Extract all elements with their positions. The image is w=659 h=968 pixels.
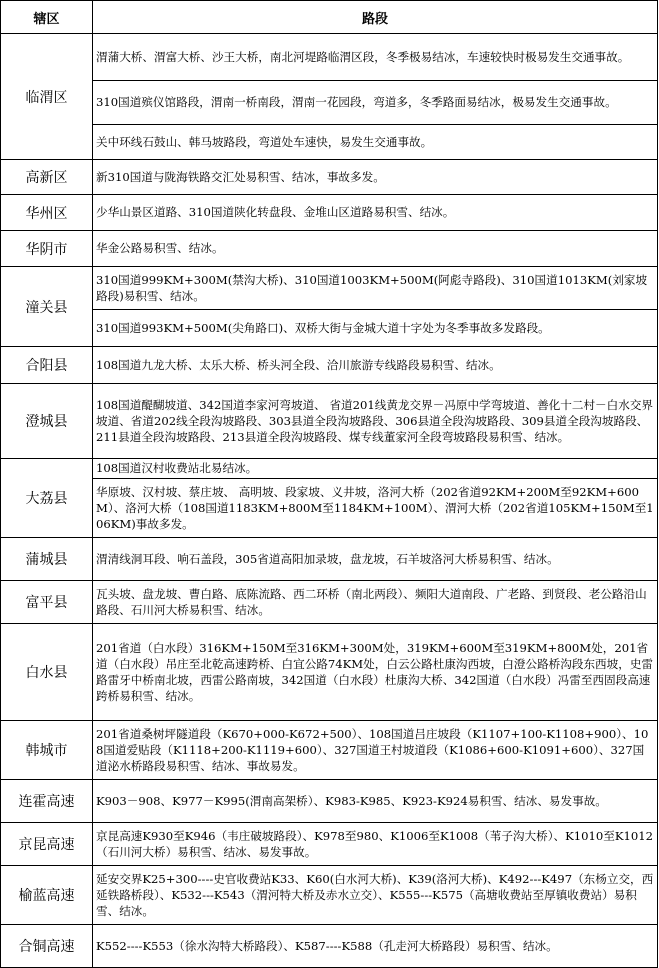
district-cell: 韩城市 xyxy=(1,721,93,780)
district-cell: 合阳县 xyxy=(1,347,93,384)
district-cell: 华州区 xyxy=(1,195,93,231)
district-cell: 临渭区 xyxy=(1,34,93,160)
table-row xyxy=(1,721,658,780)
table-row xyxy=(1,459,658,479)
section-cell: 310国道999KM+300M(禁沟大桥)、310国道1003KM+500M(阿彪寺路段)、310国道1013KM(刘家坡路段)易积雪、结冰。 xyxy=(93,267,658,310)
district-cell: 蒲城县 xyxy=(1,538,93,581)
header-row xyxy=(1,1,658,34)
table-row xyxy=(1,195,658,231)
table-row xyxy=(1,81,658,125)
section-cell: 少华山景区道路、310国道陕化转盘段、金堆山区道路易积雪、结冰。 xyxy=(93,195,658,231)
section-cell: 延安交界K25+300----史官收费站K33、K60(白水河大桥)、K39(洛河大桥)、K492---K497（东杨立交，西延铁路桥段）、K532---K543（渭河特大桥及赤水立交）、K555---K575（高塘收费站至厚镇收费站）易积雪、结冰。 xyxy=(93,866,658,925)
table-row xyxy=(1,479,658,538)
district-cell: 华阴市 xyxy=(1,231,93,267)
district-cell: 澄城县 xyxy=(1,384,93,459)
district-cell: 京昆高速 xyxy=(1,823,93,866)
section-cell: K552----K553（徐水沟特大桥路段）、K587----K588（孔走河大桥路段）易积雪、结冰。 xyxy=(93,925,658,968)
section-cell: 新310国道与陇海铁路交汇处易积雪、结冰，事故多发。 xyxy=(93,160,658,195)
section-cell: 201省道桑树坪隧道段（K670+000-K672+500）、108国道吕庄坡段（K1107+100-K1108+900）、108国道爱贴段（K1118+200-K1119+600）、327国道王村坡道段（K1086+600-K1091+600）、327国道泌水桥路段易积雪、结冰、事故易发。 xyxy=(93,721,658,780)
table-row xyxy=(1,347,658,384)
table-row xyxy=(1,231,658,267)
table-row xyxy=(1,866,658,925)
table-row xyxy=(1,780,658,823)
section-cell: 108国道九龙大桥、太乐大桥、桥头河全段、洽川旅游专线路段易积雪、结冰。 xyxy=(93,347,658,384)
table-row xyxy=(1,125,658,160)
section-cell: 渭清线洞耳段、响石盖段，305省道高阳加录坡，盘龙坡，石羊坡洛河大桥易积雪、结冰。 xyxy=(93,538,658,581)
section-cell: 108国道汉村收费站北易结冰。 xyxy=(93,459,658,479)
table-row xyxy=(1,160,658,195)
header-section: 路段 xyxy=(93,1,658,34)
table-row xyxy=(1,267,658,310)
section-cell: 108国道醍醐坡道、342国道李家河弯坡道、 省道201线黄龙交界－冯原中学弯坡道、善化十二村－白水交界坡道、省道202线全段沟坡路段、303县道全段沟坡路段、306县道全段沟坡路段、309县道全段沟坡路段、211县道全段沟坡路段、213县道全段沟坡路段、煤专线董家河全段弯坡路段易积雪、结冰。 xyxy=(93,384,658,459)
header-district: 辖区 xyxy=(1,1,93,34)
table-row xyxy=(1,925,658,968)
section-cell: 渭蒲大桥、渭富大桥、沙王大桥，南北河堤路临渭区段，冬季极易结冰，车速较快时极易发生交通事故。 xyxy=(93,34,658,81)
table-row xyxy=(1,310,658,347)
district-cell: 富平县 xyxy=(1,581,93,624)
table-row xyxy=(1,538,658,581)
district-cell: 大荔县 xyxy=(1,459,93,538)
table-row xyxy=(1,384,658,459)
section-cell: 华金公路易积雪、结冰。 xyxy=(93,231,658,267)
table-row xyxy=(1,581,658,624)
district-cell: 连霍高速 xyxy=(1,780,93,823)
district-cell: 潼关县 xyxy=(1,267,93,347)
table-row xyxy=(1,624,658,721)
table-row xyxy=(1,34,658,81)
section-cell: 华原坡、汉村坡、蔡庄坡、 高明坡、段家坡、义井坡，洛河大桥（202省道92KM+200M至92KM+600M）、洛河大桥（108国道1183KM+800M至1184KM+100M）、渭河大桥（202省道105KM+150M至106KM)事故多发。 xyxy=(93,479,658,538)
district-cell: 白水县 xyxy=(1,624,93,721)
section-cell: K903－908、K977－K995(渭南高架桥）、K983-K985、K923-K924易积雪、结冰、易发事故。 xyxy=(93,780,658,823)
section-cell: 310国道殡仪馆路段，渭南一桥南段，渭南一花园段，弯道多，冬季路面易结冰，极易发生交通事故。 xyxy=(93,81,658,125)
district-cell: 合铜高速 xyxy=(1,925,93,968)
section-cell: 京昆高速K930至K946（韦庄破坡路段）、K978至980、K1006至K1008（苇子沟大桥）、K1010至K1012（石川河大桥）易积雪、结冰、易发事故。 xyxy=(93,823,658,866)
table-row xyxy=(1,823,658,866)
district-cell: 榆蓝高速 xyxy=(1,866,93,925)
section-cell: 310国道993KM+500M(尖角路口)、双桥大街与金城大道十字处为冬季事故多发路段。 xyxy=(93,310,658,347)
section-cell: 关中环线石鼓山、韩马坡路段，弯道处车速快，易发生交通事故。 xyxy=(93,125,658,160)
section-cell: 201省道（白水段）316KM+150M至316KM+300M处，319KM+600M至319KM+800M处，201省道（白水段）吊庄至北乾高速跨桥、白宜公路74KM处，白云公路杜康沟西坡，白澄公路桥沟段东西坡，史雷路雷牙中桥南北坡，西雷公路南坡，342国道（白水段）杜康沟大桥、342国道（白水段）冯雷至西固段高速跨桥易积雪、结冰。 xyxy=(93,624,658,721)
district-cell: 高新区 xyxy=(1,160,93,195)
section-cell: 瓦头坡、盘龙坡、曹白路、底陈流路、西二环桥（南北两段）、频阳大道南段、广老路、到贤段、老公路沿山路段、石川河大桥易积雪、结冰。 xyxy=(93,581,658,624)
